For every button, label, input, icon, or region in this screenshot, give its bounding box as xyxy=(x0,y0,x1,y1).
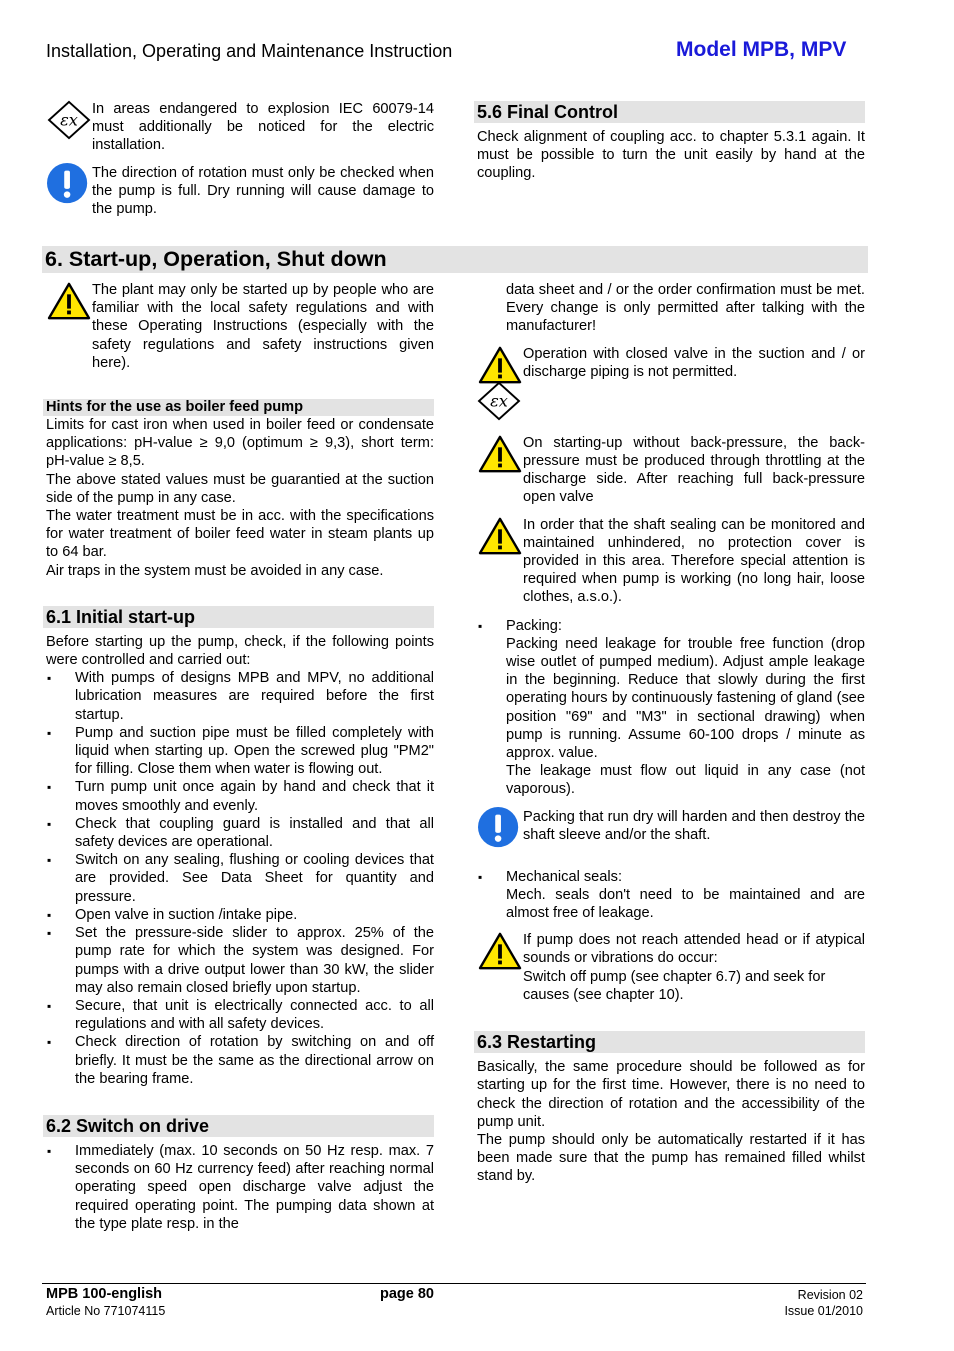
right-column xyxy=(477,281,865,1186)
list-item: ▪ Set the pressure-side slider to approx. 25% of the pump rate for which the system was designed. For pumps with a drive output lower than 30 kW, the slider may also remain closed briefly upon startup. xyxy=(46,924,434,997)
document-title: Installation, Operating and Maintenance Instruction xyxy=(46,41,453,61)
packing-dry-text: Packing that run dry will harden and then destroy the shaft sleeve and/or the shaft. xyxy=(523,808,865,843)
packing-list xyxy=(477,617,865,799)
list-item xyxy=(477,617,865,799)
head-warning-body xyxy=(523,931,865,1004)
packing-text: Packing need leakage for trouble free function (drop wise outlet of pumped medium). Adjust ample leakage in the beginning. Reduce that slowly during the first operating hours by continuously fastening of gland (see position "69" and "M3" in sectional drawing) when pump is running. Assume 60-100 drops / minute as approx. value. xyxy=(506,635,865,762)
rotation-notice xyxy=(46,164,434,219)
shaft-warning xyxy=(477,516,865,607)
shaft-text: In order that the shaft sealing can be monitored and maintained unhindered, no protection cover is provided in this area. Therefore special attention is required when pump is working (no long hair, loose clothes, a.s.o.). xyxy=(523,516,865,606)
head-warning-text-2: Switch off pump (see chapter 6.7) and seek for causes (see chapter 10). xyxy=(523,968,826,1003)
warning-triangle-icon xyxy=(477,931,523,971)
warning-triangle-icon xyxy=(477,434,523,474)
list-item: ▪ Immediately (max. 10 seconds on 50 Hz resp. max. 7 seconds on 60 Hz currency feed) after reaching normal operating speed open discharge valve adjust the required operating point. The pumping data shown at the type plate resp. in the xyxy=(46,1142,434,1233)
boiler-p3: The water treatment must be in acc. with the specifications for water treatment of boiler feed water in steam plants up to 64 bar. xyxy=(46,508,434,561)
closed-valve-warning xyxy=(477,345,865,385)
boiler-p1: Limits for cast iron when used in boiler feed or condensate applications: pH-value ≥ 9,0 (optimum ≥ 9,3), short term: pH-value ≥ 8,5. xyxy=(46,417,434,470)
head-warning-text-1: If pump does not reach attended head or if atypical sounds or vibrations do occur: xyxy=(523,932,865,967)
footer-revision: Revision 02 xyxy=(797,1288,863,1302)
ex-notice-text: In areas endangered to explosion IEC 60079-14 must additionally be noticed for the electric installation. xyxy=(92,101,434,154)
mech-title: ▪ Mechanical seals: xyxy=(506,868,622,885)
plant-warning-text: The plant may only be started up by people who are familiar with the local safety regulations and with these Operating Instructions (especially with the safety regulations and safety instructions given here). xyxy=(92,282,434,371)
exclamation-circle-icon xyxy=(477,807,523,851)
left-column xyxy=(46,281,434,1233)
footer-issue: Issue 01/2010 xyxy=(784,1304,863,1318)
mech-text: Mech. seals don't need to be maintained and are almost free of leakage. xyxy=(506,886,865,922)
footer-doc: MPB 100-english xyxy=(46,1286,163,1302)
switch-on-list xyxy=(46,1142,434,1233)
list-item: ▪ Turn pump unit once again by hand and check that it moves smoothly and evenly. xyxy=(46,778,434,814)
ex-explosion-icon xyxy=(46,100,92,140)
plant-warning xyxy=(46,281,434,372)
ex-notice xyxy=(46,100,434,155)
warning-triangle-icon xyxy=(46,281,92,321)
section-heading-6: 6. Start-up, Operation, Shut down xyxy=(42,246,868,273)
warning-triangle-icon xyxy=(477,345,523,385)
ex-symbol-row xyxy=(477,381,865,426)
section-heading-6-1: 6.1 Initial start-up xyxy=(43,606,434,628)
packing-title: ▪ Packing: xyxy=(506,617,562,634)
initial-startup-list xyxy=(46,669,434,1088)
rotation-notice-text: The direction of rotation must only be checked when the pump is full. Dry running will cause damage to the pump. xyxy=(92,164,434,218)
restarting-p2: The pump should only be automatically restarted if it has been made sure that the pump has remained filled whilst stand by. xyxy=(477,1131,865,1185)
left-top-column xyxy=(46,100,434,218)
list-item: ▪ Pump and suction pipe must be filled completely with liquid when starting up. Open the screwed plug "PM2" for filling. Close them when water is flowing out. xyxy=(46,724,434,779)
list-item: ▪ Switch on any sealing, flushing or cooling devices that are provided. See Data Sheet for quantity and pressure. xyxy=(46,851,434,906)
head-warning xyxy=(477,931,865,1004)
ex-explosion-icon xyxy=(477,381,521,421)
boiler-p2: The above stated values must be guarantied at the suction side of the pump in any case. xyxy=(46,471,434,506)
right-top-column xyxy=(477,101,865,183)
model-title: Model MPB, MPV xyxy=(676,38,847,61)
mech-seal-list xyxy=(477,868,865,923)
initial-startup-intro: Before starting up the pump, check, if the following points were controlled and carried out: xyxy=(46,633,434,669)
list-item: ▪ Check that coupling guard is installed and that all safety devices are operational. xyxy=(46,815,434,851)
final-control-text: Check alignment of coupling acc. to chapter 5.3.1 again. It must be possible to turn the unit easily by hand at the coupling. xyxy=(477,129,865,182)
list-item: ▪ Open valve in suction /intake pipe. xyxy=(46,906,434,924)
boiler-heading: Hints for the use as boiler feed pump xyxy=(43,399,434,416)
packing-text-2: The leakage must flow out liquid in any case (not vaporous). xyxy=(506,763,865,798)
exclamation-circle-icon xyxy=(46,163,92,207)
list-item: ▪ Secure, that unit is electrically connected acc. to all regulations and with all safety devices. xyxy=(46,997,434,1033)
list-item xyxy=(477,868,865,923)
restarting-p1: Basically, the same procedure should be followed as for starting up for the first time. However, there is no need to check the direction of rotation and the accessibility of the pump unit. xyxy=(477,1059,865,1130)
warning-triangle-icon xyxy=(477,516,523,556)
footer-rule xyxy=(42,1283,866,1284)
footer-page-number: page 80 xyxy=(380,1286,434,1302)
backpressure-warning xyxy=(477,434,865,507)
closed-valve-text: Operation with closed valve in the suction and / or discharge piping is not permitted. xyxy=(523,345,865,380)
boiler-p4: Air traps in the system must be avoided in any case. xyxy=(46,562,384,579)
section-heading-5-6: 5.6 Final Control xyxy=(474,101,865,123)
section-heading-6-2: 6.2 Switch on drive xyxy=(43,1115,434,1137)
footer-article: Article No 771074115 xyxy=(46,1304,166,1318)
backpressure-text: On starting-up without back-pressure, the back-pressure must be produced through throttling at the discharge side. After reaching full back-pressure open valve xyxy=(523,434,865,506)
datasheet-continuation: data sheet and / or the order confirmation must be met. Every change is only permitted after talking with the manufacturer! xyxy=(506,282,865,335)
section-heading-6-3: 6.3 Restarting xyxy=(474,1031,865,1053)
list-item: ▪ Check direction of rotation by switching on and off briefly. It must be the same as the directional arrow on the bearing frame. xyxy=(46,1033,434,1088)
list-item: ▪ With pumps of designs MPB and MPV, no additional lubrication measures are required before the first startup. xyxy=(46,669,434,724)
packing-dry-notice xyxy=(477,808,865,851)
